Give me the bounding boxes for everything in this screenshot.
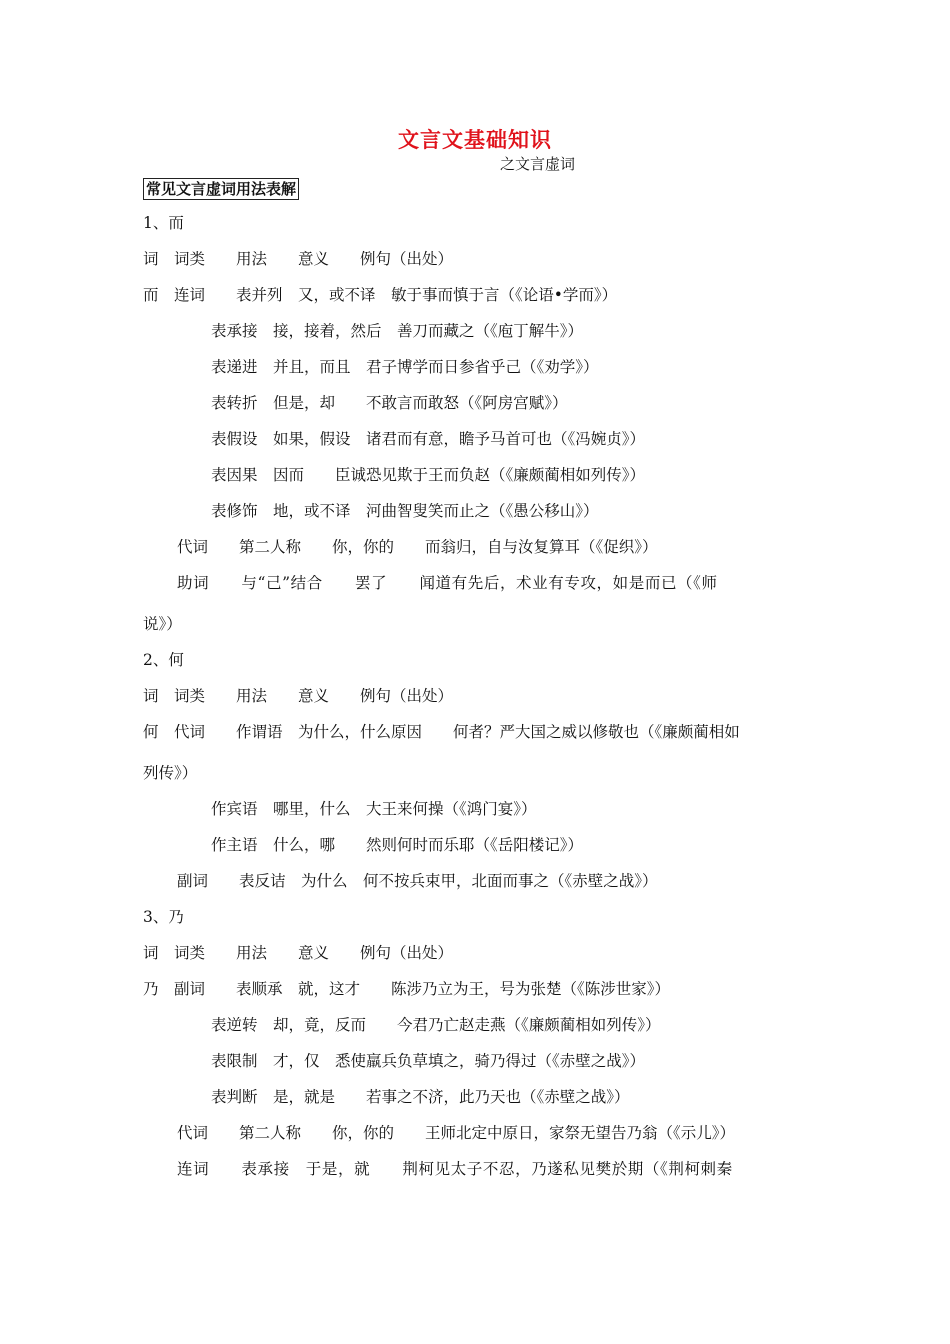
entry-line: 助词 与“己”结合 罢了 闻道有先后，术业有专攻，如是而已（《师 bbox=[177, 574, 718, 592]
entry-line: 副词 表反诘 为什么 何不按兵束甲，北面而事之（《赤壁之战》） bbox=[177, 872, 658, 890]
table-title: 常见文言虚词用法表解 bbox=[143, 178, 299, 200]
column-header: 词 词类 用法 意义 例句（出处） bbox=[143, 687, 454, 705]
entry-line: 连词 表承接 于是，就 荆柯见太子不忍，乃遂私见樊於期（《荆柯刺秦 bbox=[177, 1160, 733, 1178]
section-heading: 1、而 bbox=[143, 214, 184, 232]
entry-line: 表因果 因而 臣诚恐见欺于王而负赵（《廉颇蔺相如列传》） bbox=[211, 466, 646, 484]
entry-line: 表修饰 地，或不译 河曲智叟笑而止之（《愚公移山》） bbox=[211, 502, 599, 520]
entry-line: 表假设 如果，假设 诸君而有意，瞻予马首可也（《冯婉贞》） bbox=[211, 430, 646, 448]
entry-line: 作主语 什么，哪 然则何时而乐耶（《岳阳楼记》） bbox=[211, 836, 584, 854]
entry-line: 代词 第二人称 你，你的 王师北定中原日，家祭无望告乃翁（《示儿》） bbox=[177, 1124, 736, 1142]
document-title: 文言文基础知识 bbox=[398, 128, 552, 152]
entry-line: 何 代词 作谓语 为什么，什么原因 何者？严大国之威以修敬也（《廉颇蔺相如 bbox=[143, 723, 740, 741]
column-header: 词 词类 用法 意义 例句（出处） bbox=[143, 944, 454, 962]
entry-line: 表承接 接，接着，然后 善刀而藏之（《庖丁解牛》） bbox=[211, 322, 584, 340]
entry-line: 代词 第二人称 你，你的 而翁归，自与汝复算耳（《促织》） bbox=[177, 538, 658, 556]
entry-line: 表判断 是，就是 若事之不济，此乃天也（《赤壁之战》） bbox=[211, 1088, 630, 1106]
column-header: 词 词类 用法 意义 例句（出处） bbox=[143, 250, 454, 268]
section-heading: 3、乃 bbox=[143, 908, 184, 926]
entry-line: 表递进 并且，而且 君子博学而日参省乎己（《劝学》） bbox=[211, 358, 599, 376]
entry-line: 乃 副词 表顺承 就，这才 陈涉乃立为王，号为张楚（《陈涉世家》） bbox=[143, 980, 671, 998]
entry-line: 而 连词 表并列 又，或不译 敏于事而慎于言（《论语•学而》） bbox=[143, 286, 618, 304]
entry-line: 作宾语 哪里，什么 大王来何操（《鸿门宴》） bbox=[211, 800, 537, 818]
section-heading: 2、何 bbox=[143, 651, 184, 669]
entry-line: 表转折 但是，却 不敢言而敢怒（《阿房宫赋》） bbox=[211, 394, 568, 412]
entry-line: 说》） bbox=[143, 615, 182, 633]
entry-line: 表逆转 却，竟，反而 今君乃亡赵走燕（《廉颇蔺相如列传》） bbox=[211, 1016, 661, 1034]
entry-line: 列传》） bbox=[143, 764, 198, 782]
document-subtitle: 之文言虚词 bbox=[500, 155, 576, 173]
entry-line: 表限制 才，仅 悉使羸兵负草填之，骑乃得过（《赤壁之战》） bbox=[211, 1052, 646, 1070]
